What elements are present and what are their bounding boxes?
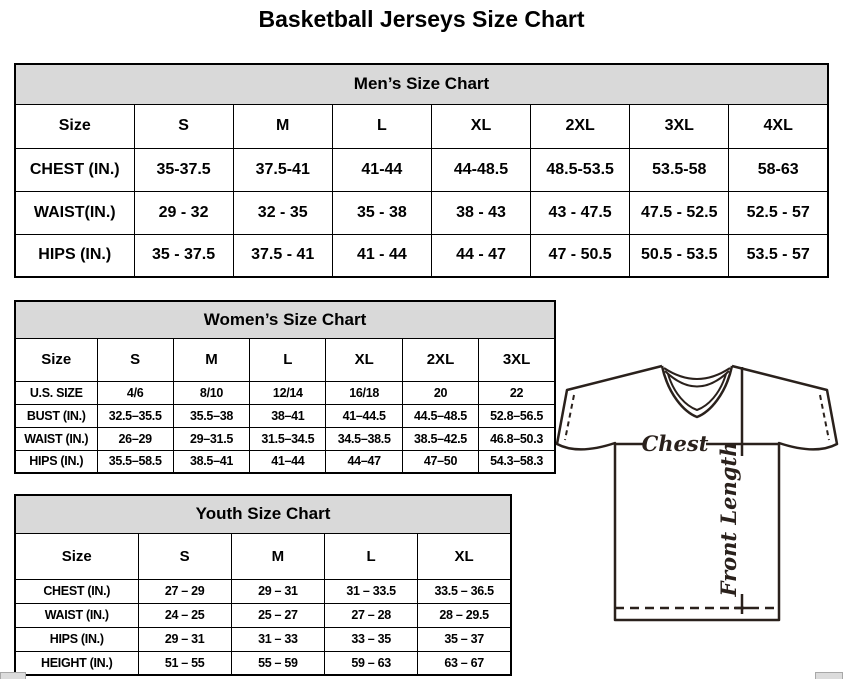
table-row <box>15 234 828 277</box>
table-row <box>15 627 511 651</box>
table-row <box>15 450 555 473</box>
table-row <box>15 533 511 579</box>
col-header: XL <box>326 338 402 381</box>
table-row <box>15 427 555 450</box>
size-cell: 35.5–38 <box>173 404 249 427</box>
col-header: 3XL <box>479 338 555 381</box>
horizontal-scrollbar-fragment-left[interactable] <box>0 672 26 679</box>
row-label: HEIGHT (IN.) <box>15 651 138 675</box>
size-cell: 16/18 <box>326 381 402 404</box>
size-cell: 50.5 - 53.5 <box>630 234 729 277</box>
size-cell: 8/10 <box>173 381 249 404</box>
size-cell: 53.5 - 57 <box>729 234 828 277</box>
col-header: S <box>134 104 233 148</box>
size-cell: 12/14 <box>250 381 326 404</box>
size-cell: 44-48.5 <box>431 148 530 191</box>
size-cell: 47–50 <box>402 450 478 473</box>
size-cell: 33.5 – 36.5 <box>418 579 511 603</box>
size-cell: 31 – 33.5 <box>325 579 418 603</box>
size-cell: 35 - 37.5 <box>134 234 233 277</box>
table-row <box>15 148 828 191</box>
size-cell: 44.5–48.5 <box>402 404 478 427</box>
size-cell: 22 <box>479 381 555 404</box>
size-cell: 44–47 <box>326 450 402 473</box>
size-cell: 38.5–41 <box>173 450 249 473</box>
size-cell: 41–44.5 <box>326 404 402 427</box>
size-cell: 20 <box>402 381 478 404</box>
size-cell: 41-44 <box>332 148 431 191</box>
size-cell: 52.8–56.5 <box>479 404 555 427</box>
table-row <box>15 381 555 404</box>
size-cell: 4/6 <box>97 381 173 404</box>
size-cell: 33 – 35 <box>325 627 418 651</box>
size-cell: 52.5 - 57 <box>729 191 828 234</box>
row-label: WAIST(IN.) <box>15 191 134 234</box>
size-cell: 51 – 55 <box>138 651 231 675</box>
col-header-size: Size <box>15 338 97 381</box>
size-cell: 35 - 38 <box>332 191 431 234</box>
jersey-outline <box>557 366 837 620</box>
size-cell: 37.5-41 <box>233 148 332 191</box>
col-header: 4XL <box>729 104 828 148</box>
size-cell: 29 – 31 <box>231 579 324 603</box>
size-cell: 25 – 27 <box>231 603 324 627</box>
chest-label: Chest <box>641 431 709 456</box>
youth-size-chart-table <box>14 494 512 676</box>
size-cell: 29 – 31 <box>138 627 231 651</box>
size-cell: 35.5–58.5 <box>97 450 173 473</box>
col-header: S <box>97 338 173 381</box>
womens-size-chart-table <box>14 300 556 474</box>
col-header: 2XL <box>531 104 630 148</box>
row-label: U.S. SIZE <box>15 381 97 404</box>
table-row <box>15 191 828 234</box>
size-cell: 54.3–58.3 <box>479 450 555 473</box>
size-cell: 47.5 - 52.5 <box>630 191 729 234</box>
mens-size-chart-table <box>14 63 829 278</box>
col-header: 3XL <box>630 104 729 148</box>
col-header: M <box>173 338 249 381</box>
col-header: 2XL <box>402 338 478 381</box>
size-cell: 27 – 29 <box>138 579 231 603</box>
col-header: M <box>231 533 324 579</box>
col-header: L <box>332 104 431 148</box>
youth-chart-title: Youth Size Chart <box>15 495 511 533</box>
row-label: CHEST (IN.) <box>15 579 138 603</box>
row-label: HIPS (IN.) <box>15 234 134 277</box>
table-row <box>15 404 555 427</box>
col-header: S <box>138 533 231 579</box>
size-cell: 43 - 47.5 <box>531 191 630 234</box>
size-cell: 31.5–34.5 <box>250 427 326 450</box>
size-cell: 63 – 67 <box>418 651 511 675</box>
jersey-measurement-diagram <box>552 352 843 644</box>
size-cell: 48.5-53.5 <box>531 148 630 191</box>
size-cell: 24 – 25 <box>138 603 231 627</box>
jersey-collar-band <box>664 368 730 387</box>
size-cell: 37.5 - 41 <box>233 234 332 277</box>
size-cell: 26–29 <box>97 427 173 450</box>
table-row <box>15 338 555 381</box>
table-row <box>15 603 511 627</box>
size-cell: 29 - 32 <box>134 191 233 234</box>
row-label: CHEST (IN.) <box>15 148 134 191</box>
size-cell: 32 - 35 <box>233 191 332 234</box>
col-header-size: Size <box>15 104 134 148</box>
size-cell: 44 - 47 <box>431 234 530 277</box>
size-cell: 41 - 44 <box>332 234 431 277</box>
col-header: M <box>233 104 332 148</box>
size-cell: 31 – 33 <box>231 627 324 651</box>
size-cell: 53.5-58 <box>630 148 729 191</box>
row-label: HIPS (IN.) <box>15 450 97 473</box>
size-cell: 55 – 59 <box>231 651 324 675</box>
size-cell: 35 – 37 <box>418 627 511 651</box>
size-cell: 32.5–35.5 <box>97 404 173 427</box>
row-label: WAIST (IN.) <box>15 603 138 627</box>
page-title: Basketball Jerseys Size Chart <box>258 6 585 32</box>
row-label: WAIST (IN.) <box>15 427 97 450</box>
horizontal-scrollbar-fragment-right[interactable] <box>815 672 843 679</box>
size-cell: 34.5–38.5 <box>326 427 402 450</box>
row-label: HIPS (IN.) <box>15 627 138 651</box>
size-cell: 59 – 63 <box>325 651 418 675</box>
col-header-size: Size <box>15 533 138 579</box>
size-cell: 47 - 50.5 <box>531 234 630 277</box>
size-cell: 41–44 <box>250 450 326 473</box>
size-cell: 38–41 <box>250 404 326 427</box>
col-header: L <box>250 338 326 381</box>
table-row <box>15 579 511 603</box>
table-row <box>15 651 511 675</box>
row-label: BUST (IN.) <box>15 404 97 427</box>
size-cell: 38 - 43 <box>431 191 530 234</box>
table-row <box>15 104 828 148</box>
col-header: XL <box>418 533 511 579</box>
mens-chart-title: Men’s Size Chart <box>15 64 828 104</box>
front-length-label: Front Length <box>716 441 741 597</box>
size-cell: 35-37.5 <box>134 148 233 191</box>
col-header: XL <box>431 104 530 148</box>
womens-chart-title: Women’s Size Chart <box>15 301 555 338</box>
size-cell: 28 – 29.5 <box>418 603 511 627</box>
size-cell: 58-63 <box>729 148 828 191</box>
size-cell: 46.8–50.3 <box>479 427 555 450</box>
size-cell: 27 – 28 <box>325 603 418 627</box>
size-cell: 29–31.5 <box>173 427 249 450</box>
size-cell: 38.5–42.5 <box>402 427 478 450</box>
col-header: L <box>325 533 418 579</box>
